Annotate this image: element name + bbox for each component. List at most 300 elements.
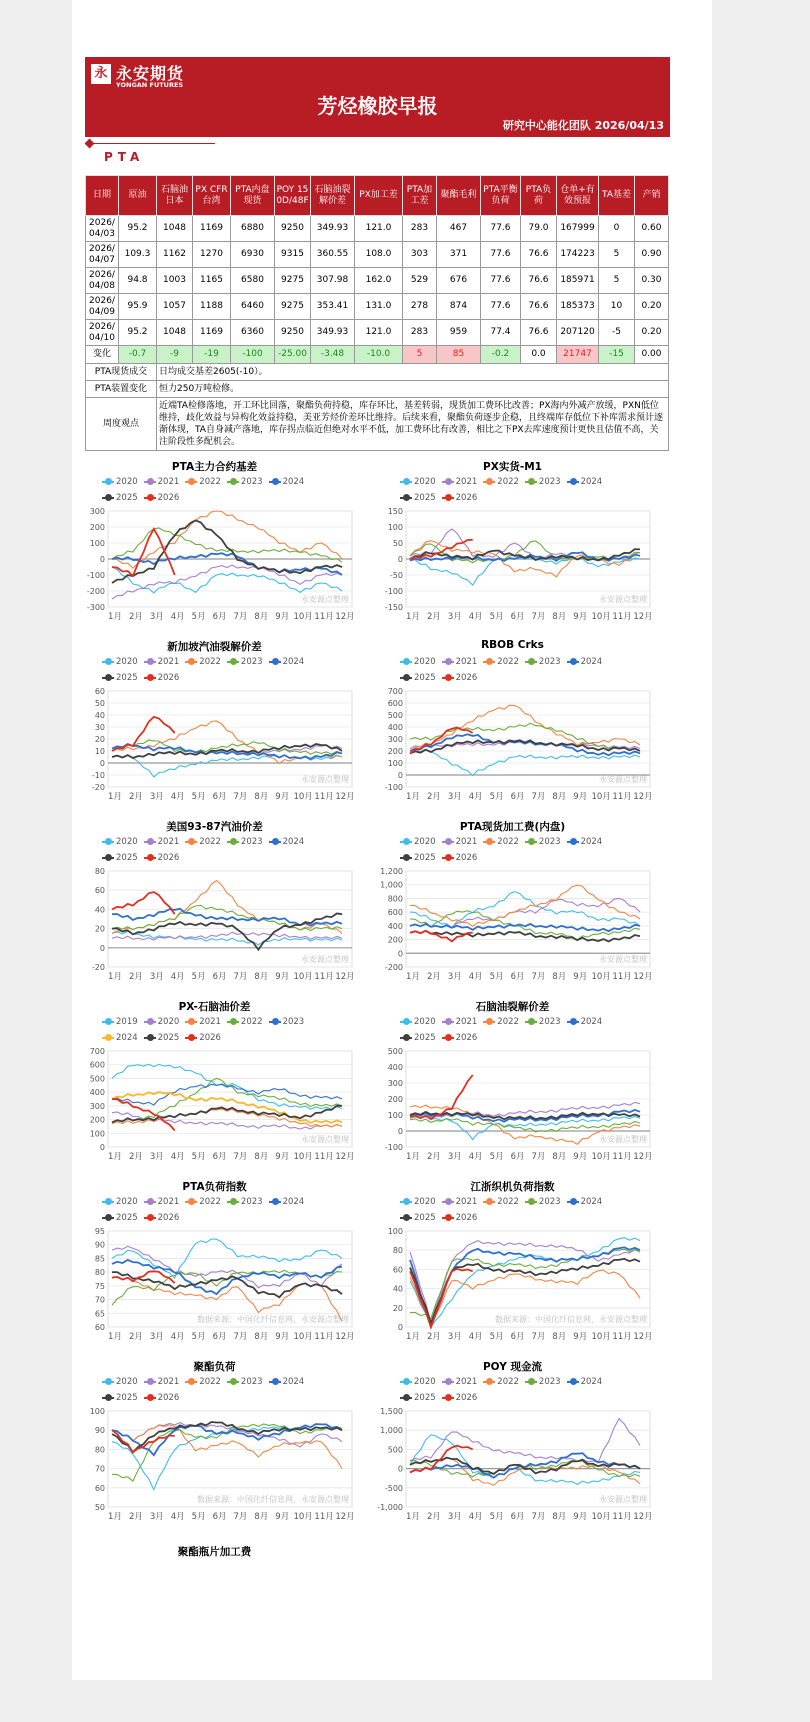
legend-item [102,670,138,686]
y-tick-label: -50 [389,571,403,580]
legend-row [102,1210,352,1226]
value-cell: 109.3 [119,242,157,268]
legend-label: 2023 [240,477,263,487]
chart [370,637,655,817]
legend-marker-icon [525,841,537,843]
legend-marker-icon [400,857,412,859]
legend-marker-icon [400,661,412,663]
legend-item [400,474,436,490]
legend-label: 2025 [116,853,138,863]
change-cell: -25.00 [275,346,311,364]
chart-title: 石脑油裂解价差 [475,1001,550,1013]
x-tick-label: 5月 [489,1152,504,1162]
legend-item [525,654,561,670]
legend-marker-icon [102,1021,114,1023]
x-tick-label: 2月 [128,792,143,802]
legend-item [102,654,138,670]
legend-label: 2023 [282,1017,305,1027]
value-cell: 1003 [157,268,193,294]
column-header: PTA内盘现货 [231,176,275,216]
legend-marker-icon [102,481,114,483]
legend-label: 2021 [157,837,180,847]
value-cell: 1165 [193,268,231,294]
x-tick-label: 6月 [212,792,227,802]
x-tick-label: 8月 [254,972,269,982]
legend-marker-icon [144,1021,156,1023]
legend-label: 2022 [497,837,519,847]
legend-label: 2025 [414,1213,436,1223]
legend-marker-icon [400,1021,412,1023]
legend-item [400,670,436,686]
legend-item [442,490,478,506]
y-tick-label: 50 [94,699,105,708]
x-tick-label: 11月 [612,612,632,622]
legend-row [102,474,352,490]
y-tick-label: 80 [392,1246,403,1256]
date-cell: 2026/04/10 [86,320,119,346]
x-tick-label: 3月 [447,972,462,982]
y-tick-label: 40 [392,1284,403,1294]
legend-label: 2024 [580,1377,603,1387]
legend-marker-icon [102,1037,114,1039]
y-tick-label: 0 [397,1323,403,1332]
x-tick-label: 10月 [293,1152,313,1162]
x-tick-label: 4月 [468,612,483,622]
spot-row [86,364,669,381]
chart-legend [102,1374,352,1406]
change-cell: -19 [193,346,231,364]
legend-item [442,654,478,670]
column-header: PX加工差 [355,176,403,216]
chart [72,457,357,637]
legend-label: 2024 [580,1017,603,1027]
legend-row [102,834,352,850]
y-tick-label: 100 [387,1111,403,1120]
legend-marker-icon [483,481,495,483]
column-header: 日期 [86,176,119,216]
value-cell: 79.0 [521,216,557,242]
y-tick-label: 50 [94,1503,105,1512]
legend-item [400,850,436,866]
x-tick-label: 4月 [468,972,483,982]
change-cell: -0.2 [481,346,521,364]
column-header: 石脑油日本 [157,176,193,216]
value-cell: 283 [403,320,437,346]
chart-legend [400,1374,650,1406]
legend-item [400,1390,436,1406]
legend-item [102,1374,138,1390]
legend-marker-icon [144,1201,156,1203]
value-cell: 185971 [557,268,599,294]
y-tick-label: 200 [387,747,403,756]
pta-data-table [85,175,669,451]
legend-label: 2025 [414,1393,436,1403]
y-tick-label: -150 [384,603,403,612]
legend-marker-icon [144,497,156,499]
legend-marker-icon [400,1397,412,1399]
x-tick-label: 6月 [212,1152,227,1162]
legend-label: 2024 [282,837,305,847]
y-tick-label: 1,000 [380,1426,403,1436]
table-row [86,320,669,346]
chart-title: 聚酯瓶片加工费 [177,1546,252,1558]
series-line-2026 [410,1075,473,1119]
x-tick-label: 2月 [128,612,143,622]
y-tick-label: -20 [91,783,105,792]
legend-label: 2025 [414,1033,436,1043]
column-header: 聚酯毛利 [437,176,481,216]
value-cell: 874 [437,294,481,320]
x-tick-label: 2月 [426,792,441,802]
change-cell: 85 [437,346,481,364]
x-tick-label: 9月 [573,792,588,802]
legend-marker-icon [483,1021,495,1023]
legend-label: 2021 [455,837,478,847]
x-tick-label: 12月 [335,612,355,622]
legend-item [102,1014,138,1030]
value-cell: 6930 [231,242,275,268]
legend-row [400,1390,650,1406]
legend-item [144,474,180,490]
x-tick-label: 4月 [468,1152,483,1162]
legend-row [400,490,650,506]
legend-item [525,474,561,490]
chart-legend [102,1194,352,1226]
value-cell: 6580 [231,268,275,294]
x-tick-label: 8月 [254,792,269,802]
chart-title: 江浙织机负荷指数 [470,1181,555,1193]
series-line-2021 [410,529,640,561]
legend-marker-icon [442,1201,454,1203]
legend-item [102,1194,138,1210]
legend-marker-icon [483,661,495,663]
spot-label: PTA现货成交 [86,364,157,381]
x-tick-label: 11月 [612,1152,632,1162]
legend-item [483,1374,519,1390]
legend-label: 2020 [414,1377,436,1387]
legend-item [144,834,180,850]
legend-row [102,1014,352,1030]
legend-item [525,1194,561,1210]
legend-label: 2021 [455,1017,478,1027]
chart-source: 永安源点整理 [599,1495,647,1504]
legend-marker-icon [227,661,239,663]
legend-item [442,1374,478,1390]
chart-source: 永安源点整理 [301,1135,349,1144]
column-header: 石脑油裂解价差 [311,176,355,216]
value-cell: 349.93 [311,320,355,346]
date-cell: 2026/04/07 [86,242,119,268]
value-cell: 95.9 [119,294,157,320]
y-tick-label: 400 [387,921,403,931]
value-cell: 0.30 [635,268,669,294]
legend-label: 2026 [455,1213,478,1223]
y-tick-label: 0 [99,555,105,564]
legend-item [442,474,478,490]
x-tick-label: 9月 [275,1512,290,1522]
legend-label: 2026 [455,1393,478,1403]
x-tick-label: 6月 [212,1512,227,1522]
change-cell: 0.00 [635,346,669,364]
change-cell: -0.7 [119,346,157,364]
legend-item [567,1194,603,1210]
legend-marker-icon [567,841,579,843]
y-tick-label: 700 [89,1047,105,1056]
legend-marker-icon [400,497,412,499]
legend-marker-icon [102,1397,114,1399]
legend-row [400,1210,650,1226]
x-tick-label: 5月 [489,1332,504,1342]
legend-marker-icon [144,481,156,483]
chart-legend [102,834,352,866]
y-tick-label: -1,000 [377,1503,403,1512]
legend-item [269,474,305,490]
legend-item [525,834,561,850]
y-tick-label: 100 [387,759,403,768]
series-line-2021 [112,1109,342,1127]
legend-row [400,834,650,850]
y-tick-label: 75 [94,1281,105,1291]
legend-label: 2024 [116,1033,138,1043]
legend-marker-icon [227,1021,239,1023]
x-tick-label: 1月 [406,972,420,982]
legend-label: 2026 [455,853,478,863]
value-cell: 9315 [275,242,311,268]
x-tick-label: 7月 [531,1332,546,1342]
legend-marker-icon [442,1037,454,1039]
legend-item [567,1014,603,1030]
series-line-2021 [410,1419,640,1463]
x-tick-label: 12月 [335,792,355,802]
legend-item [400,834,436,850]
legend-item [400,1210,436,1226]
table-row [86,294,669,320]
legend-row [102,1390,352,1406]
value-cell: 162.0 [355,268,403,294]
value-cell: 467 [437,216,481,242]
column-header: POY 150D/48F [275,176,311,216]
y-tick-label: -100 [86,571,105,580]
legend-marker-icon [400,841,412,843]
y-tick-label: 200 [89,1115,105,1125]
x-tick-label: 10月 [591,1512,611,1522]
x-tick-label: 3月 [447,1512,462,1522]
legend-marker-icon [442,857,454,859]
legend-label: 2025 [116,1213,138,1223]
legend-label: 2022 [497,657,519,667]
x-tick-label: 11月 [612,1332,632,1342]
value-cell: 1162 [157,242,193,268]
y-tick-label: 10 [94,747,105,756]
legend-marker-icon [442,1397,454,1399]
legend-label: 2026 [455,1033,478,1043]
legend-item [227,1014,263,1030]
x-tick-label: 1月 [108,972,122,982]
column-header: TA基差 [599,176,635,216]
y-tick-label: 80 [94,867,105,876]
chart-source: 永安源点整理 [599,595,647,604]
x-tick-label: 12月 [335,1152,355,1162]
legend-item [442,670,478,686]
legend-item [442,834,478,850]
x-tick-label: 7月 [531,972,546,982]
x-tick-label: 11月 [314,1332,334,1342]
chart-legend [102,474,352,506]
legend-label: 2020 [414,1017,436,1027]
x-tick-label: 5月 [191,1152,206,1162]
column-header: PTA平衡负荷 [481,176,521,216]
legend-marker-icon [144,1397,156,1399]
value-cell: 1048 [157,320,193,346]
legend-marker-icon [400,1217,412,1219]
legend-marker-icon [144,677,156,679]
chart-source: 永安源点整理 [301,775,349,784]
x-tick-label: 10月 [591,1332,611,1342]
legend-row [400,474,650,490]
x-tick-label: 5月 [191,1512,206,1522]
y-tick-label: 40 [94,711,105,720]
x-tick-label: 3月 [447,612,462,622]
legend-item [102,834,138,850]
x-tick-label: 10月 [293,1332,313,1342]
legend-item [227,1374,263,1390]
view-text: 近端TA检修落地，开工环比回落，聚酯负荷持稳，库存环比，基差转弱，现货加工费环比改善；PX海内外减产放缓，PXN低位维持，歧化效益与异构化效益持稳，美亚芳烃价差环比维持。后续来看，聚酯负荷逐步企稳，且终端库存低位下补库需求预计逐渐体现，TA自身减产落地，库存拐点临近但绝对水平不低，加工费环比有改善，相比之下PX去库速度预计更快且估值不高，关注阶段性多配机会。 [157,398,669,451]
y-tick-label: 60 [94,886,105,896]
chart-source: 永安源点整理 [599,775,647,784]
chart-title: PTA负荷指数 [182,1181,247,1193]
y-tick-label: 65 [94,1309,105,1319]
value-cell: 207120 [557,320,599,346]
value-cell: 174223 [557,242,599,268]
x-tick-label: 12月 [633,1332,653,1342]
x-tick-label: 5月 [191,972,206,982]
series-line-2026 [410,1269,473,1327]
y-tick-label: 100 [387,1227,403,1236]
legend-label: 2020 [414,1197,436,1207]
legend-item [483,1014,519,1030]
x-tick-label: 11月 [314,1152,334,1162]
value-cell: 76.6 [521,268,557,294]
legend-marker-icon [144,1381,156,1383]
report-title: 芳烃橡胶早报 [317,94,438,118]
chart [72,1357,357,1537]
series-line-2026 [112,529,175,576]
x-tick-label: 8月 [552,1512,567,1522]
legend-item [442,1210,478,1226]
value-cell: 76.6 [521,294,557,320]
y-tick-label: 600 [387,699,403,708]
value-cell: 108.0 [355,242,403,268]
legend-marker-icon [442,1381,454,1383]
legend-marker-icon [144,841,156,843]
legend-item [483,654,519,670]
x-tick-label: 3月 [447,792,462,802]
legend-row [102,490,352,506]
legend-label: 2025 [116,493,138,503]
chart-title: 美国93-87汽油价差 [166,821,263,833]
x-tick-label: 9月 [275,1332,290,1342]
legend-item [442,850,478,866]
legend-item [102,850,138,866]
x-tick-label: 5月 [489,612,504,622]
legend-item [400,490,436,506]
legend-label: 2020 [414,657,436,667]
legend-item [269,1014,305,1030]
legend-label: 2021 [455,477,478,487]
legend-label: 2024 [282,1377,305,1387]
legend-marker-icon [227,1381,239,1383]
legend-marker-icon [567,1381,579,1383]
x-tick-label: 9月 [573,612,588,622]
legend-label: 2020 [116,837,138,847]
column-header: PTA加工差 [403,176,437,216]
plant-text: 恒力250万吨检修。 [157,381,669,398]
legend-label: 2024 [580,657,603,667]
change-label: 变化 [86,346,119,364]
x-tick-label: 10月 [293,1512,313,1522]
view-label: 周度观点 [86,398,157,451]
legend-item [102,490,138,506]
x-tick-label: 2月 [426,1332,441,1342]
section-divider [90,143,215,144]
value-cell: 1057 [157,294,193,320]
y-tick-label: 20 [94,735,105,744]
x-tick-label: 7月 [531,1512,546,1522]
chart-legend [102,1014,352,1046]
y-tick-label: 70 [94,1464,105,1474]
y-tick-label: 60 [392,1265,403,1275]
x-tick-label: 8月 [254,1152,269,1162]
column-header: 仓单+有效预报 [557,176,599,216]
legend-marker-icon [483,1201,495,1203]
y-tick-label: 30 [94,723,105,732]
y-tick-label: 0 [397,771,403,780]
x-tick-label: 1月 [406,1152,420,1162]
x-tick-label: 2月 [426,1152,441,1162]
table-row [86,242,669,268]
value-cell: 77.6 [481,268,521,294]
x-tick-label: 2月 [426,612,441,622]
y-tick-label: 500 [387,711,403,720]
y-tick-label: 1,000 [380,880,403,890]
y-tick-label: 600 [387,908,403,918]
legend-row [400,1194,650,1210]
y-tick-label: 60 [94,687,105,696]
x-tick-label: 8月 [552,1152,567,1162]
series-line-2023 [112,1084,342,1105]
legend-label: 2025 [414,493,436,503]
legend-marker-icon [400,1381,412,1383]
chart-legend [400,1014,650,1046]
x-tick-label: 2月 [426,972,441,982]
y-tick-label: 200 [89,523,105,532]
value-cell: 529 [403,268,437,294]
legend-marker-icon [102,1217,114,1219]
value-cell: 371 [437,242,481,268]
report-team-date: 研究中心能化团队 2026/04/13 [502,119,664,132]
legend-marker-icon [400,1037,412,1039]
y-tick-label: 0 [99,1143,105,1152]
legend-item [102,1390,138,1406]
legend-item [567,474,603,490]
x-tick-label: 7月 [233,612,248,622]
x-tick-label: 1月 [406,1512,420,1522]
legend-item [227,654,263,670]
legend-marker-icon [185,1021,197,1023]
value-cell: 1169 [193,216,231,242]
legend-row [102,1030,352,1046]
x-tick-label: 9月 [573,1332,588,1342]
